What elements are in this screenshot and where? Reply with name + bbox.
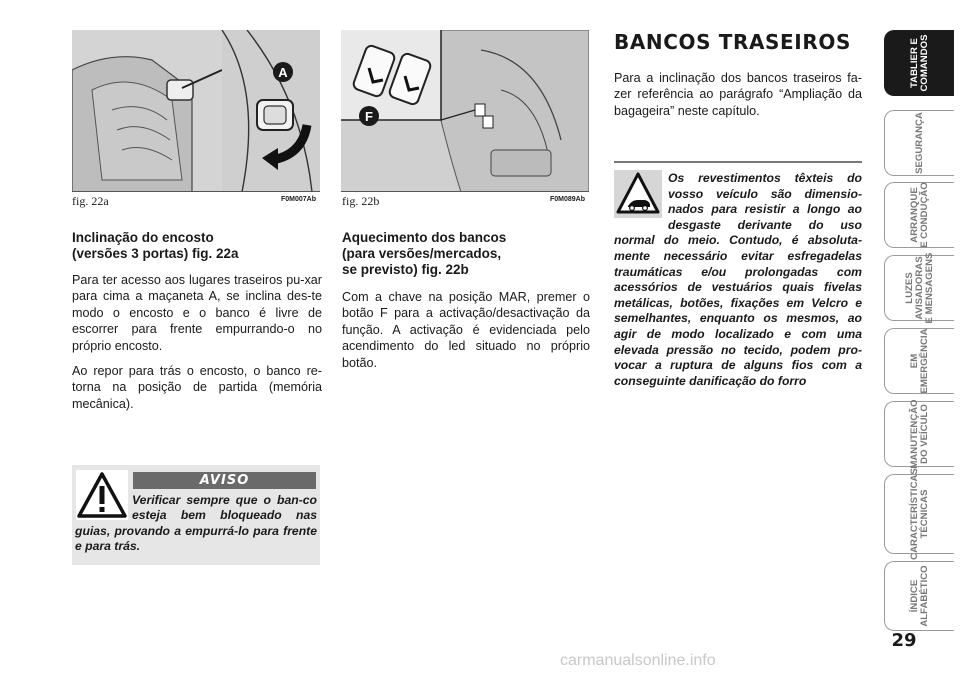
note-text-block (614, 171, 862, 389)
figure-22a (72, 30, 320, 192)
fig22a-caption: fig. 22a (72, 194, 109, 208)
seat-heating-heading-line1: Aquecimento dos bancos (342, 230, 507, 245)
seat-heating-heading-line2: (para versões/mercados, (342, 246, 502, 261)
tab-label: ÍNDICE ALFABÉTICO (908, 565, 930, 627)
seat-heating-body (342, 289, 590, 371)
tab-seguranca[interactable] (884, 110, 954, 176)
tab-luzes-avisadoras[interactable] (884, 252, 954, 324)
backrest-tilt-heading-line2: (versões 3 portas) fig. 22a (72, 246, 239, 261)
rear-seats-paragraph: Para a inclinação dos bancos traseiros fa-zer referência ao parágrafo “Ampliação da bagageira” neste capítulo. (614, 71, 862, 118)
seat-heating-heading (342, 230, 590, 278)
warning-text: Verificar sempre que o ban-co esteja bem bloqueado nas guias, provando a empurrá-lo para frente e para trás. (75, 493, 317, 554)
tab-label: SEGURANÇA (913, 112, 925, 174)
backrest-tilt-heading-line1: Inclinação do encosto (72, 230, 214, 245)
tab-indice-alfabetico[interactable] (884, 561, 954, 631)
tab-arranque-conducao[interactable] (884, 182, 954, 248)
heated-seat-buttons-illustration (341, 30, 589, 192)
tab-manutencao[interactable] (884, 401, 954, 467)
tab-label: TABLIER E COMANDOS (908, 34, 930, 92)
tab-label: ARRANQUE E CONDUÇÃO (908, 182, 930, 248)
note-text: Os revestimentos têxteis do vosso veículo são dimensio-nados para resistir a longo ao desgaste derivante do uso normal do meio. Contudo, é absoluta-mente necessário evitar esfregadelas traumáticas e/ou prolongadas com acessórios de vestuários quais fivelas metálicas, botões, fixações em Velcro e semelhantes, enquanto os mesmos, ao agir de modo localizado e com uma elevada pressão no tecido, podem pro-vocar a ruptura de alguns fios com a conseguinte danificação do forro (614, 171, 862, 388)
fig22a-code: F0M007Ab (281, 196, 317, 203)
fig22b-code: F0M089Ab (550, 196, 586, 203)
tab-label: MANUTENÇÃO DO VEÍCULO (908, 399, 930, 469)
seat-lever-illustration (72, 30, 320, 192)
watermark: carmanualsonline.info (560, 652, 716, 669)
tab-tablier-comandos[interactable] (884, 30, 954, 96)
seat-heating-paragraph: Com a chave na posição MAR, premer o botão F para a activação/desactivação da função. A activação é evidenciada pelo acendimento do led situado no próprio botão. (342, 290, 590, 370)
tab-caracteristicas-tecnicas[interactable] (884, 468, 954, 560)
tab-emergencia[interactable] (884, 328, 954, 394)
backrest-tilt-body (72, 272, 322, 412)
tab-label: LUZES AVISADORAS E MENSAGENS (903, 252, 935, 324)
tab-label: CARACTERÍSTICAS TÉCNICAS (908, 468, 930, 560)
rear-seats-body (614, 70, 862, 119)
backrest-tilt-paragraph-1: Para ter acesso aos lugares traseiros pu-xar para cima a maçaneta A, se inclina des-te modo o encosto e o banco é livre de escorrer para frente empurrando-o no próprio encosto. (72, 273, 322, 353)
section-title: BANCOS TRASEIROS (614, 30, 851, 54)
warning-header: AVISO (133, 472, 316, 489)
fig22a-callout-label: A (278, 65, 288, 80)
warning-box (72, 465, 320, 565)
page-number: 29 (891, 630, 917, 651)
fig22b-callout-label: F (365, 109, 373, 124)
backrest-tilt-paragraph-2: Ao repor para trás o encosto, o banco re-torna na posição de partida (memória mecânica). (72, 364, 322, 411)
tab-label: EM EMERGÊNCIA (908, 328, 930, 394)
fig22b-caption: fig. 22b (342, 194, 380, 208)
warning-text-block (75, 493, 317, 555)
backrest-tilt-heading (72, 230, 322, 262)
note-divider (614, 161, 862, 163)
seat-heating-heading-line3: se previsto) fig. 22b (342, 262, 469, 277)
figure-22b (341, 30, 589, 192)
